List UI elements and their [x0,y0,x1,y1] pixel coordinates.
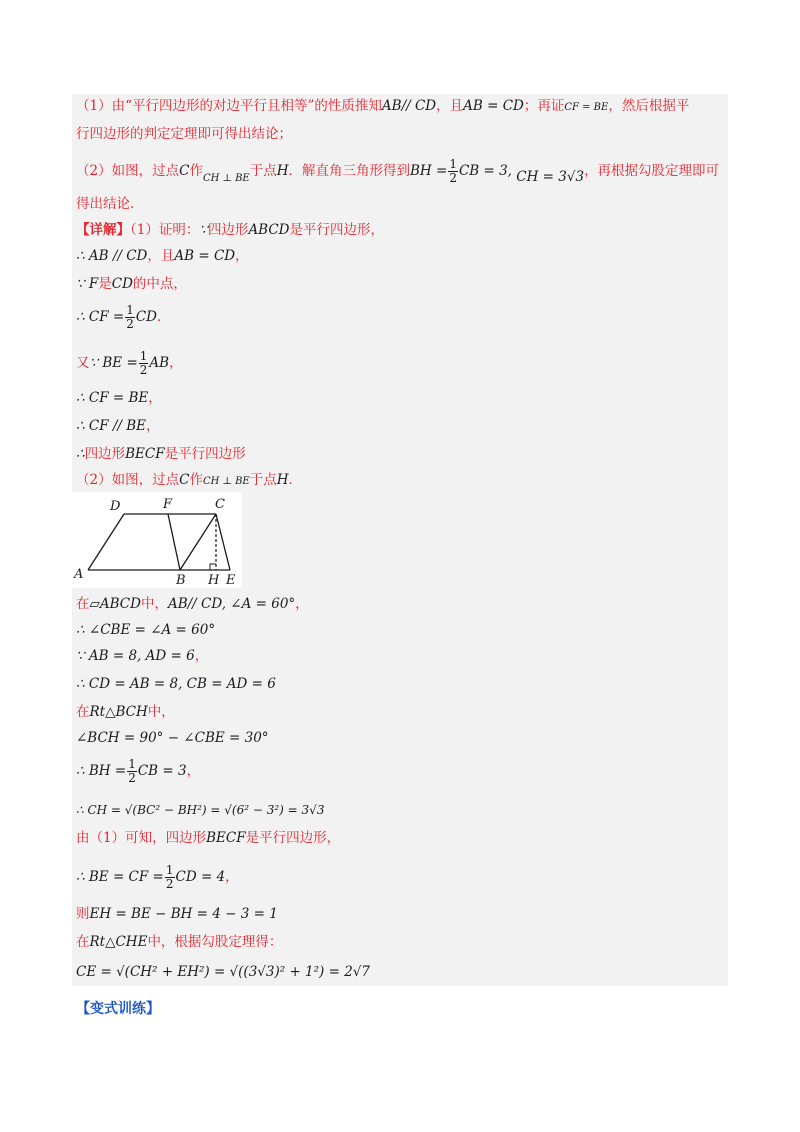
analysis-text: ．解直角三角形得到 [288,163,411,179]
math: ∴ AB // CD [76,248,148,264]
detail-line-1 [76,220,384,240]
part2-text: 在 [76,596,90,612]
detail-text: 于点 [249,472,277,488]
part2-line-7 [76,758,200,785]
detail-text: ． [288,472,303,488]
part2-text: 由（1）可知，四边形 [76,830,207,846]
analysis-text: 作 [189,163,203,179]
detail-line-3 [76,274,187,294]
analysis-text: ，再根据勾股定理即可 [584,163,720,179]
detail-text: 是平行四边形， [289,222,385,238]
part2-line-5 [76,702,175,722]
math: BECF [206,830,246,846]
analysis-line-1 [76,96,689,118]
detail-text: ， [148,390,162,406]
part2-text: ， [186,763,201,779]
math: ∴ ∠CBE = ∠A = 60° [76,622,216,638]
label-E: E [226,573,236,588]
detail-text: 又 [76,355,90,371]
detail-heading: 【详解】 [76,222,130,238]
part2-text: ， [194,648,209,664]
analysis-text: ；再证 [523,98,565,114]
analysis-text: 行四边形的判定定理即可得出结论； [76,126,292,142]
part2-text: 则 [76,906,90,922]
label-H: H [208,573,220,588]
math: ABCD [248,222,290,238]
detail-text: ， [146,418,160,434]
part2-text: 中，根据勾股定理得： [147,934,283,950]
math: ∵ F [76,276,99,292]
part2-text: 在 [76,934,90,950]
detail-line-5 [76,350,183,377]
part2-line-1 [76,594,309,614]
detail-text: 的中点， [132,276,187,292]
detail-line-8 [76,444,246,464]
math: CD [111,276,133,292]
math: CF = BE [564,102,609,113]
part2-line-11 [76,904,278,924]
part2-line-13 [76,962,370,982]
math: AB = CD [463,98,524,114]
detail-text: ， [169,355,183,371]
detail-line-6 [76,388,162,408]
math: C [179,472,190,488]
fraction: $\frac{1}{2}$ [449,157,457,185]
math: BH = [410,163,448,179]
math: ∴ BE = CF = [76,869,164,885]
math: CB = 3, [458,163,512,179]
math: Rt△BCH [89,704,148,720]
fraction: $\frac{1}{2}$ [128,757,136,785]
part2-line-2 [76,620,215,640]
detail-text: 是 [98,276,112,292]
fraction: $\frac{1}{2}$ [139,349,148,377]
analysis-text: ，且 [436,98,464,114]
math: ∵ AB = 8, AD = 6 [76,648,195,664]
part2-line-6 [76,728,269,748]
detail-text: （2）如图，过点 [76,472,180,488]
detail-line-4 [76,304,170,331]
math: H [276,163,289,179]
math: ∵ [199,222,208,238]
math: ∴ CF // BE [76,418,147,434]
analysis-line-2 [76,124,292,144]
math: ∴ BH = [76,763,127,779]
label-C: C [215,497,225,512]
part2-text: ， [295,596,309,612]
part2-line-10 [76,864,239,891]
detail-text: 是平行四边形 [164,446,246,462]
math: EH = BE − BH = 4 − 3 = 1 [89,906,278,922]
detail-text: 作 [189,472,203,488]
analysis-text: ，然后根据平 [608,98,690,114]
math: Rt△CHE [89,934,148,950]
label-B: B [176,573,186,588]
math: ∴ [76,446,85,462]
detail-text: ，且 [147,248,175,264]
math: ∴ CF = [76,309,125,325]
part2-text: 中， [147,704,175,720]
math: CD [135,309,157,325]
math: ▱ABCD [89,596,141,612]
analysis-text: （1）由“平行四边形的对边平行且相等”的性质推知 [76,98,382,114]
math: ∠BCH = 90° − ∠CBE = 30° [76,730,269,746]
detail-text: 四边形 [84,446,126,462]
math: AB [149,355,170,371]
fraction: $\frac{1}{2}$ [126,303,134,331]
label-A: A [74,567,84,582]
math: CB = 3 [137,763,187,779]
label-F: F [163,497,173,512]
analysis-text: 得出结论． [76,196,144,212]
math: AB = CD [174,248,236,264]
fraction: $\frac{1}{2}$ [165,863,174,891]
label-D: D [110,499,121,514]
part2-line-3 [76,646,208,666]
detail-line-7 [76,416,160,436]
part2-text: 中， [140,596,168,612]
part2-line-8 [76,800,324,820]
analysis-text: （2）如图，过点 [76,163,180,179]
math: CH ⊥ BE [202,173,250,184]
math: CD = 4 [175,869,226,885]
part2-line-12 [76,932,282,952]
detail-text: （1）证明： [130,222,200,238]
math: CH ⊥ BE [202,476,250,487]
analysis-line-3 [76,158,719,185]
math: CE = √(CH² + EH²) = √((3√3)² + 1²) = 2√7 [76,964,370,980]
part2-line-9 [76,828,340,848]
math: ∴ CF = BE [76,390,149,406]
math: H [276,472,289,488]
part2-text: 在 [76,704,90,720]
detail-text: 四边形 [207,222,249,238]
parallelogram-figure [72,492,242,588]
math: ∵ BE = [89,355,138,371]
math: AB// CD [381,98,437,114]
analysis-text: 于点 [249,163,277,179]
part2-line-4 [76,674,276,694]
math: BECF [125,446,165,462]
detail-text: ， [235,248,249,264]
analysis-line-4 [76,194,144,214]
math: ∴ CH = √(BC² − BH²) = √(6² − 3²) = 3√3 [76,803,325,817]
detail-line-9 [76,470,302,492]
part2-text: ， [225,869,239,885]
detail-line-2 [76,246,249,266]
math: CH = 3√3 [516,169,585,185]
part2-text: 是平行四边形， [245,830,341,846]
math: AB// CD, ∠A = 60° [167,596,296,612]
variant-training-heading: 【变式训练】 [76,1001,160,1017]
math: C [179,163,190,179]
math: ∴ CD = AB = 8, CB = AD = 6 [76,676,276,692]
detail-text: ． [156,309,171,325]
